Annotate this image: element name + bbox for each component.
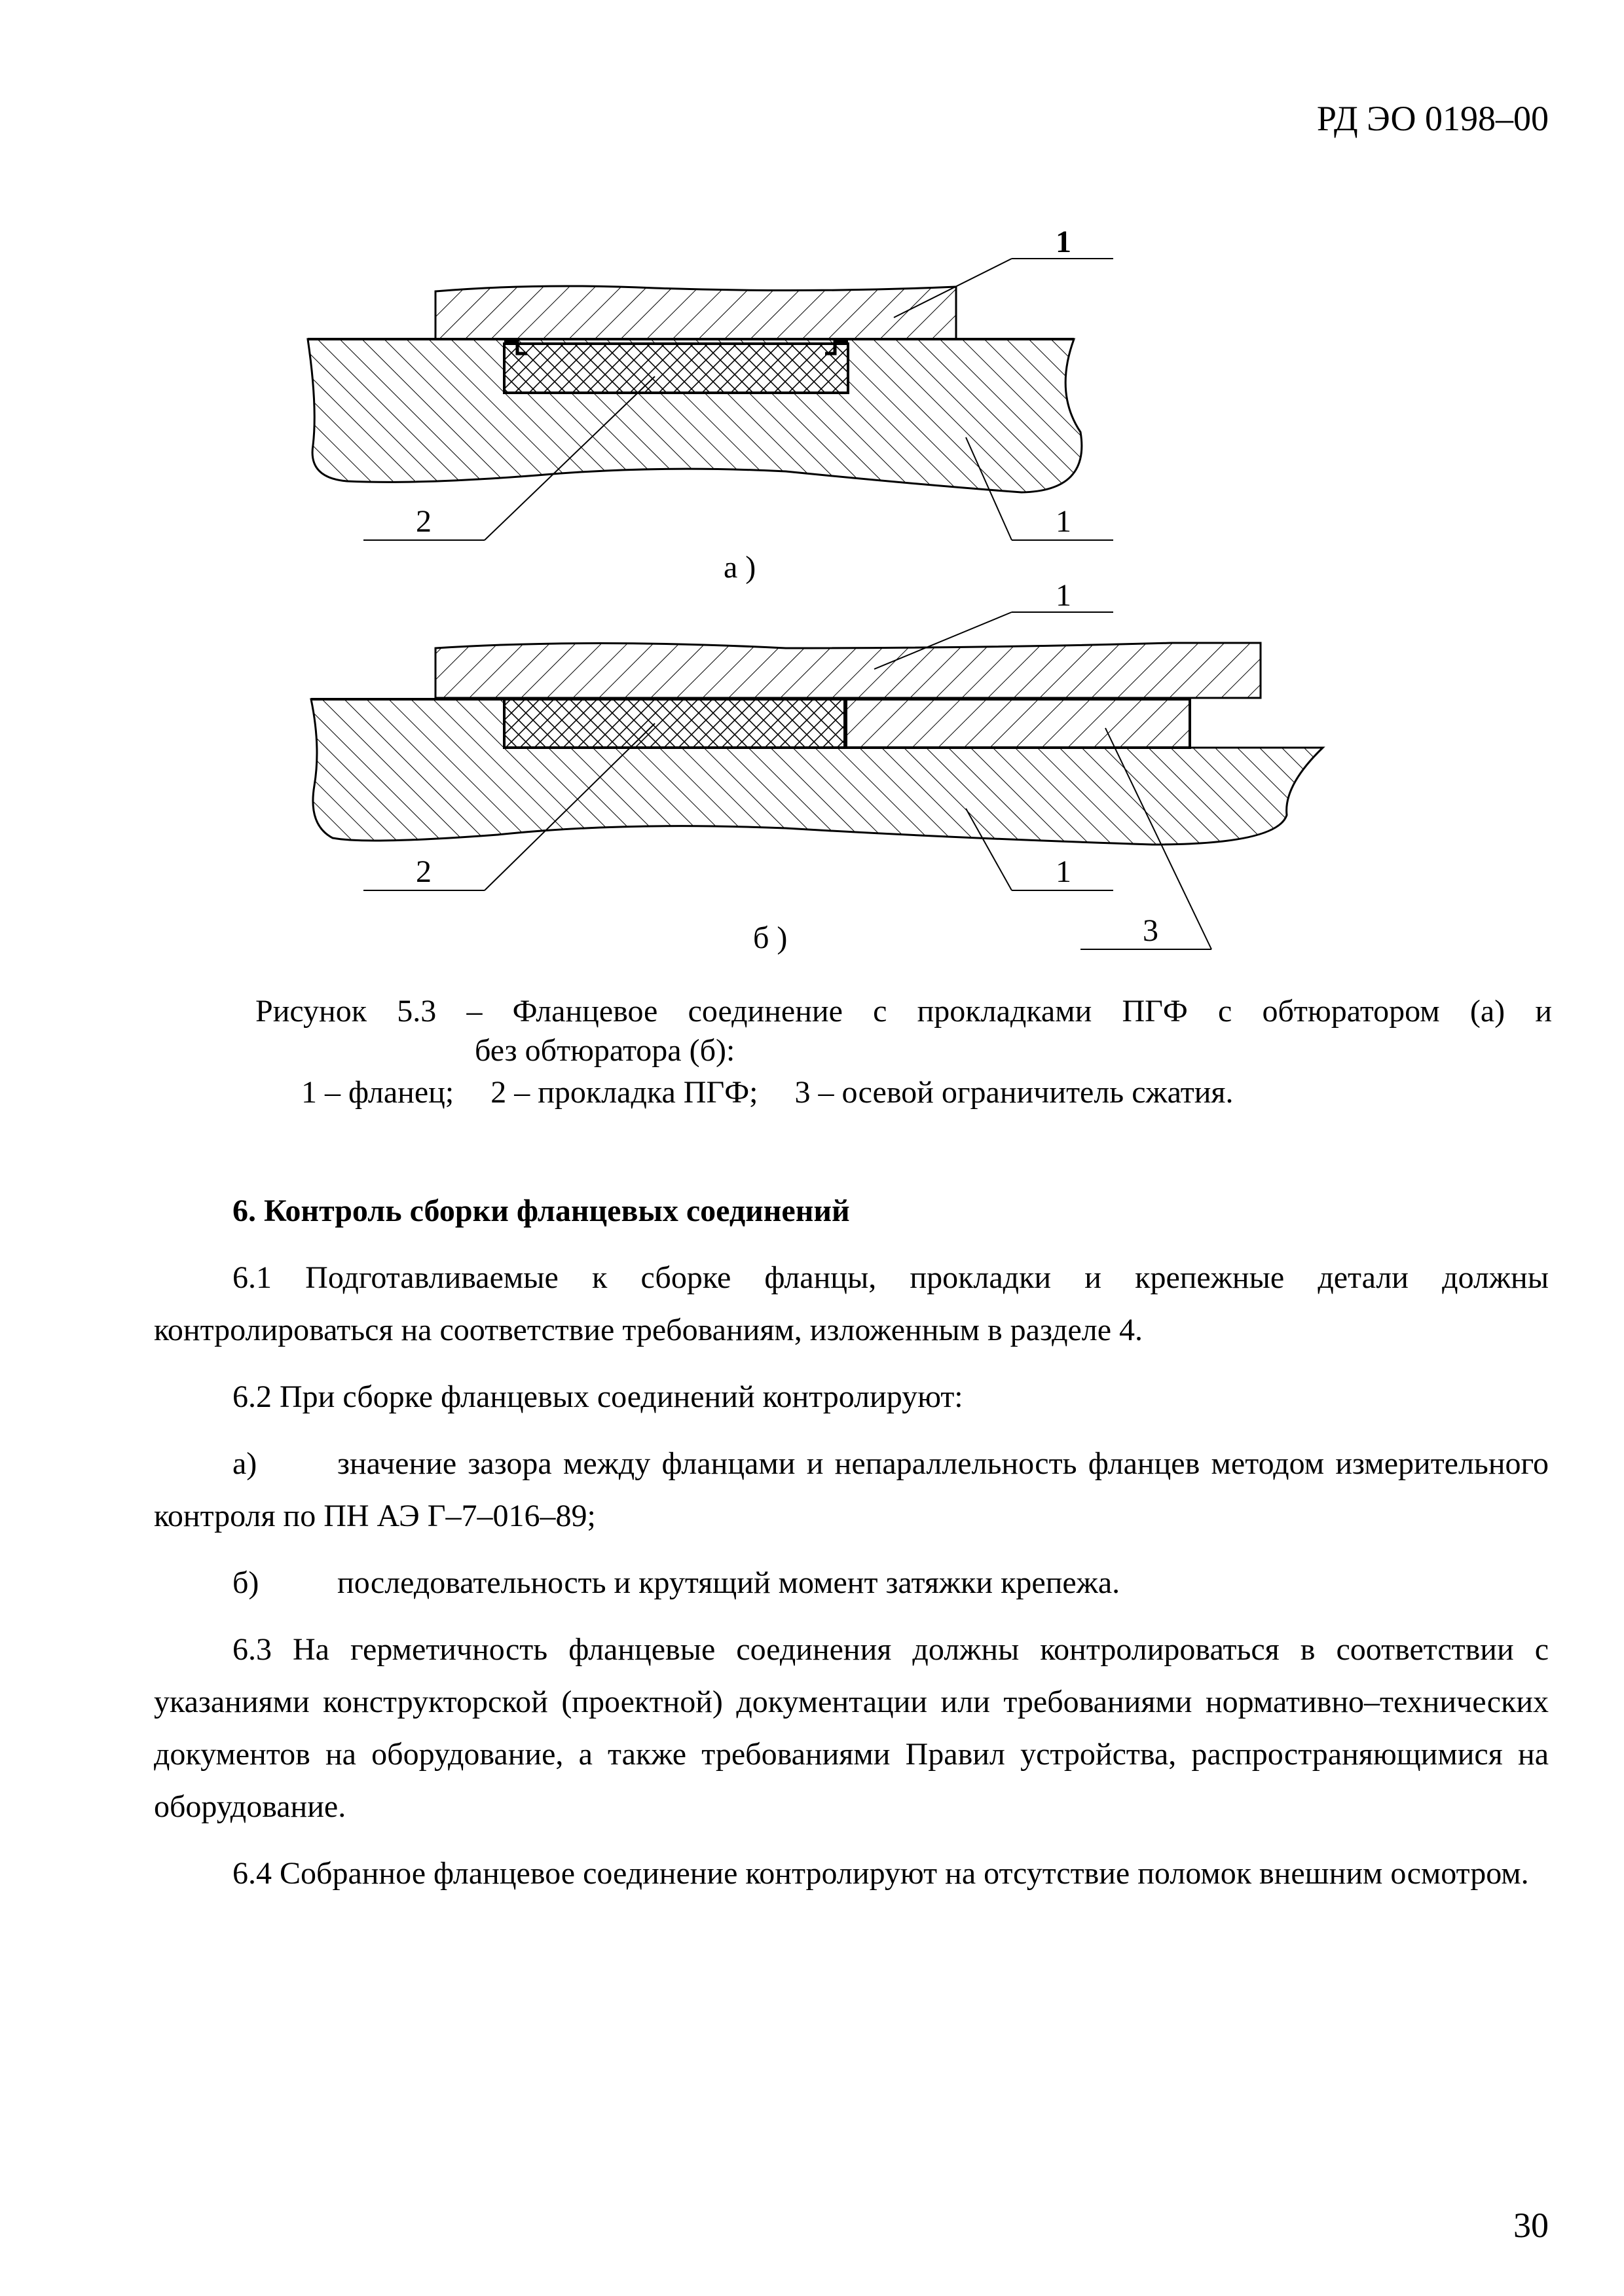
caption-legend <box>255 1073 1552 1112</box>
label-a-2: 2 <box>416 504 432 539</box>
section-body <box>154 1185 1549 1914</box>
label-a-1-bottom: 1 <box>1056 504 1071 539</box>
figure-b-label: б ) <box>753 920 788 955</box>
figure-a-label: а ) <box>724 550 756 585</box>
list-text-b: последовательность и крутящий момент затяжки крепежа. <box>337 1565 1120 1600</box>
list-marker-a: а) <box>232 1446 257 1481</box>
figure-b <box>311 578 1323 955</box>
paragraph-6-3: 6.3 На герметичность фланцевые соединения должны контролироваться в соответствии с указаниями конструкторской (проектной) документации или требованиями нормативно–технических документов на оборудование, а также требованиями Правил устройства, распространяющимися на оборудование. <box>154 1632 1549 1824</box>
legend-item-1: 1 – фланец; <box>301 1075 454 1110</box>
list-marker-b: б) <box>232 1565 259 1600</box>
flange-top-a <box>435 286 956 339</box>
caption-line-2: без обтюратора (б): <box>475 1033 735 1068</box>
caption-line-1: Рисунок 5.3 – Фланцевое соединение с прокладками ПГФ с обтюратором (а) и <box>255 994 1552 1029</box>
list-text-a: значение зазора между фланцами и непараллельность фланцев методом измерительного контроля по ПН АЭ Г–7–016–89; <box>154 1446 1549 1533</box>
label-b-1-bottom: 1 <box>1056 854 1071 889</box>
document-code: РД ЭО 0198–00 <box>1316 99 1549 138</box>
figure-caption <box>255 992 1552 1112</box>
label-b-3: 3 <box>1143 913 1158 948</box>
legend-item-2: 2 – прокладка ПГФ; <box>490 1075 758 1110</box>
figure-a <box>308 225 1113 585</box>
flange-top-b <box>435 643 1261 698</box>
list-item-b <box>154 1557 1549 1609</box>
paragraph-6-1: 6.1 Подготавливаемые к сборке фланцы, прокладки и крепежные детали должны контролироваться на соответствие требованиям, изложенным в разделе 4. <box>154 1260 1549 1347</box>
list-item-a <box>154 1438 1549 1542</box>
label-a-1-top: 1 <box>1056 225 1071 259</box>
label-b-1-top: 1 <box>1056 578 1071 613</box>
section-title: 6. Контроль сборки фланцевых соединений <box>232 1194 850 1228</box>
flange-figure <box>0 0 1624 982</box>
compression-limiter <box>846 699 1190 748</box>
legend-item-3: 3 – осевой ограничитель сжатия. <box>794 1075 1234 1110</box>
page-number: 30 <box>1513 2206 1549 2245</box>
paragraph-6-2: 6.2 При сборке фланцевых соединений контролируют: <box>232 1379 963 1414</box>
label-b-2: 2 <box>416 854 432 889</box>
paragraph-6-4: 6.4 Собранное фланцевое соединение контролируют на отсутствие поломок внешним осмотром. <box>232 1856 1529 1891</box>
